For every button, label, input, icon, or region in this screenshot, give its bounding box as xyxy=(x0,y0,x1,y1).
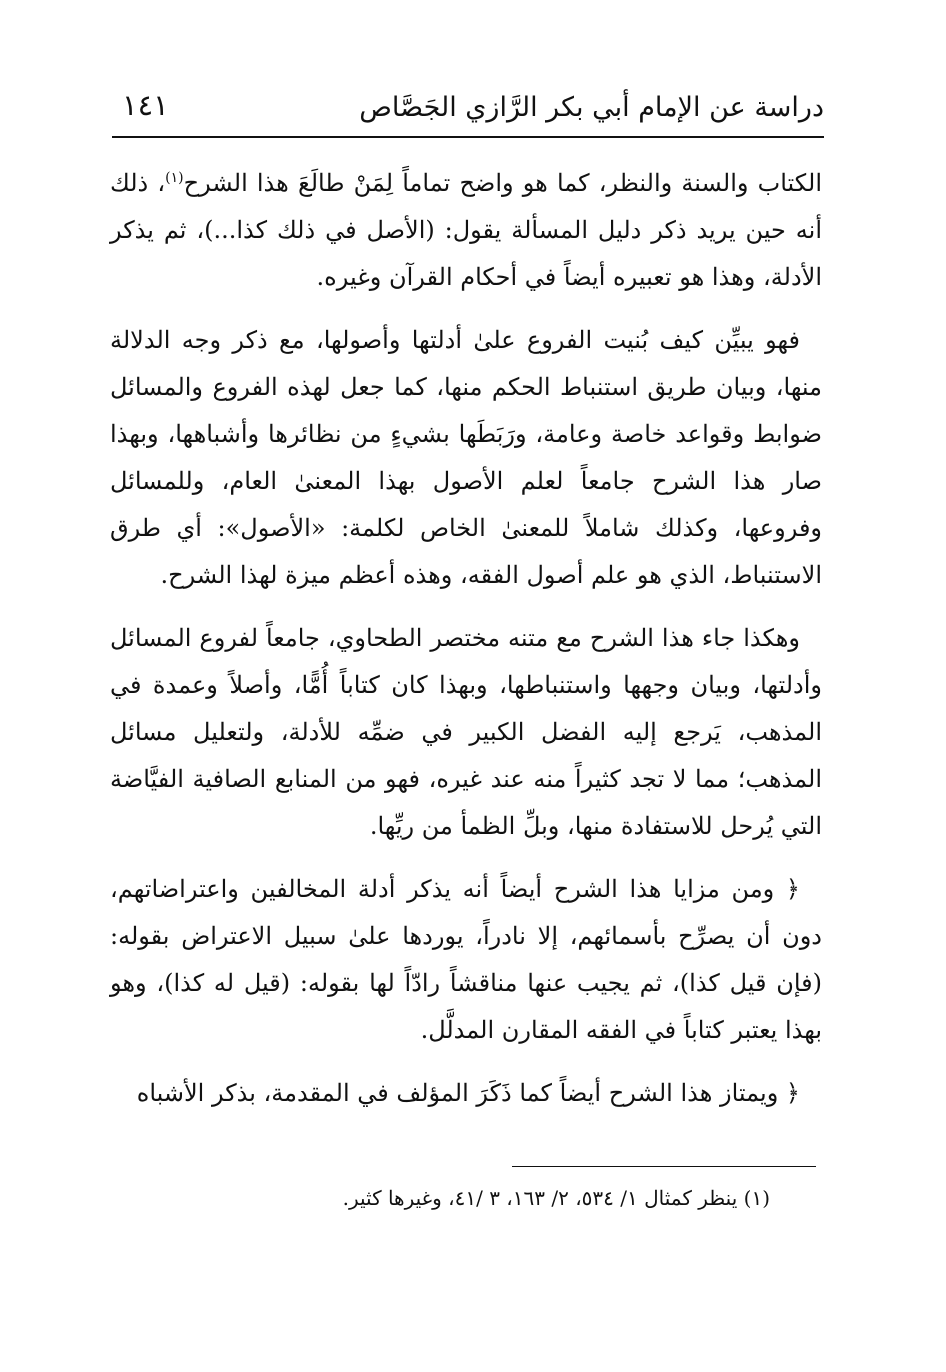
page-header xyxy=(112,86,824,130)
footnote: (١) ينظر كمثال ١/ ٥٣٤، ٢/ ١٦٣، ٣ /٤١، وغيرها كثير. xyxy=(342,1186,770,1210)
paragraph-1 xyxy=(110,160,822,301)
running-title: دراسة عن الإمام أبي بكر الرَّازي الجَصَّاص xyxy=(359,92,824,123)
footnote-marker: (١) xyxy=(165,170,184,186)
paragraph-1-text: الكتاب والسنة والنظر، كما هو واضح تماماً لِمَنْ طالَعَ هذا الشرح xyxy=(183,169,822,197)
paragraph-4: ﴿ ومن مزايا هذا الشرح أيضاً أنه يذكر أدلة المخالفين واعتراضاتهم، دون أن يصرِّح بأسمائهم، إلا نادراً، يوردها علىٰ سبيل الاعتراض بقوله: (فإن قيل كذا)، ثم يجيب عنها مناقشاً رادّاً لها بقوله: (قيل له كذا)، وهو بهذا يعتبر كتاباً في الفقه المقارن المدلَّل. xyxy=(110,875,822,1044)
paragraph-5: ﴿ ويمتاز هذا الشرح أيضاً كما ذَكَرَ المؤلف في المقدمة، بذكر الأشباه xyxy=(136,1079,800,1107)
header-divider xyxy=(112,136,824,138)
footnote-divider xyxy=(512,1166,816,1167)
main-text xyxy=(110,160,822,1133)
paragraph-2: فهو يبيِّن كيف بُنيت الفروع علىٰ أدلتها وأصولها، مع ذكر وجه الدلالة منها، وبيان طريق استنباط الحكم منها، كما جعل لهذه الفروع والمسائل ضوابط وقواعد خاصة وعامة، ورَبَطَها بشيءٍ من نظائرها وأشباهها، وبهذا صار هذا الشرح جامعاً لعلم الأصول بهذا المعنىٰ العام، وللمسائل وفروعها، وكذلك شاملاً للمعنىٰ الخاص لكلمة: «الأصول»: أي طرق الاستنباط، الذي هو علم أصول الفقه، وهذه أعظم ميزة لهذا الشرح. xyxy=(110,326,822,589)
paragraph-3: وهكذا جاء هذا الشرح مع متنه مختصر الطحاوي، جامعاً لفروع المسائل وأدلتها، وبيان وجهها واستنباطها، وبهذا كان كتاباً أُمًّا، وأصلاً وعمدة في المذهب، يَرجع إليه الفضل الكبير في ضمِّه للأدلة، ولتعليل مسائل المذهب؛ مما لا تجد كثيراً منه عند غيره، فهو من المنابع الصافية الفيَّاضة التي يُرحل للاستفادة منها، وبلِّ الظمأ من ريِّها. xyxy=(110,624,822,840)
page-number: ١٤١ xyxy=(122,88,169,122)
paragraph-1-continuation: ، ذلك أنه حين يريد ذكر دليل المسألة يقول: (الأصل في ذلك كذا...)، ثم يذكر الأدلة، وهذا هو تعبيره أيضاً في أحكام القرآن وغيره. xyxy=(110,169,822,291)
